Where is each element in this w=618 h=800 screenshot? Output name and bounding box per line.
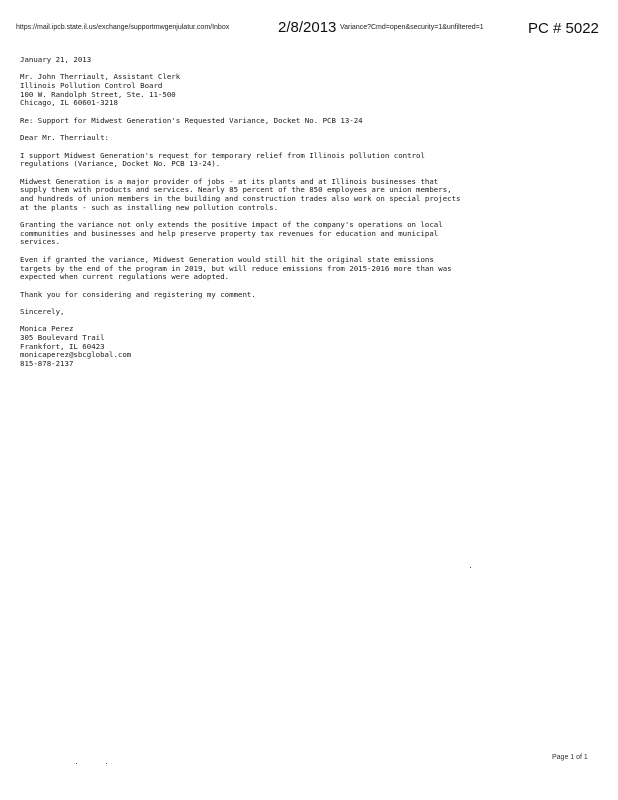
paragraph [20,256,592,282]
paragraph-line: Granting the variance not only extends the positive impact of the company's operations on local [20,220,443,230]
recipient-address [20,73,592,108]
closing: Sincerely, [20,306,65,316]
recipient-line: Mr. John Therriault, Assistant Clerk [20,72,181,82]
signature-city: Frankfort, IL 60423 [20,341,105,351]
recipient-line: Chicago, IL 60601-3218 [20,98,118,108]
paragraph-line: services. [20,237,61,247]
header-url: https://mail.ipcb.state.il.us/exchange/supportmwgenjulatur.com/Inbox [16,24,230,31]
salutation: Dear Mr. Therriault: [20,133,109,143]
signature-email: monicaperez@sbcglobal.com [20,350,132,360]
scan-speck [106,763,107,764]
recipient-line: 100 W. Randolph Street, Ste. 11-500 [20,89,176,99]
paragraph-line: regulations (Variance, Docket No. PCB 13-24). [20,159,221,169]
paragraph [20,221,592,247]
signature-street: 305 Boulevard Trail [20,333,105,342]
paragraph-line: I support Midwest Generation's request for temporary relief from Illinois pollution control [20,150,425,160]
signature-name: Monica Perez [20,324,74,334]
signature-block [20,325,592,368]
paragraph-line: expected when current regulations were adopted. [20,272,230,282]
paragraph [20,178,592,213]
paragraph-line: targets by the end of the program in 2019, but will reduce emissions from 2015-2016 more than was [20,263,452,273]
public-comment-number: PC # 5022 [528,20,599,37]
header-date: 2/8/2013 [278,19,337,36]
letter-date: January 21, 2013 [20,55,92,64]
paragraph-line: Thank you for considering and registering my comment. [20,289,256,299]
paragraph-line: at the plants - such as installing new pollution controls. [20,202,279,212]
paragraph-line: Even if granted the variance, Midwest Generation would still hit the original state emissions [20,254,434,264]
scan-speck [470,567,471,568]
letter-body [20,56,592,369]
paragraph-line: Midwest Generation is a major provider of jobs - at its plants and at Illinois businesses that [20,176,439,186]
header-url-tail: Variance?Cmd=open&security=1&unfiltered=1 [340,24,484,31]
subject-line: Re: Support for Midwest Generation's Requested Variance, Docket No. PCB 13-24 [20,115,363,125]
recipient-line: Illinois Pollution Control Board [20,81,163,91]
signature-phone: 815-878-2137 [20,359,74,369]
paragraph-line: communities and businesses and help preserve property tax revenues for education and municipal [20,228,439,238]
scan-speck [76,763,77,764]
paragraph [20,291,592,300]
paragraph-line: and hundreds of union members in the building and construction trades also work on special projects [20,194,461,203]
page-number: Page 1 of 1 [552,754,588,761]
paragraph-line: supply them with products and services. Nearly 85 percent of the 850 employees are union members, [20,185,452,195]
paragraph [20,152,592,169]
